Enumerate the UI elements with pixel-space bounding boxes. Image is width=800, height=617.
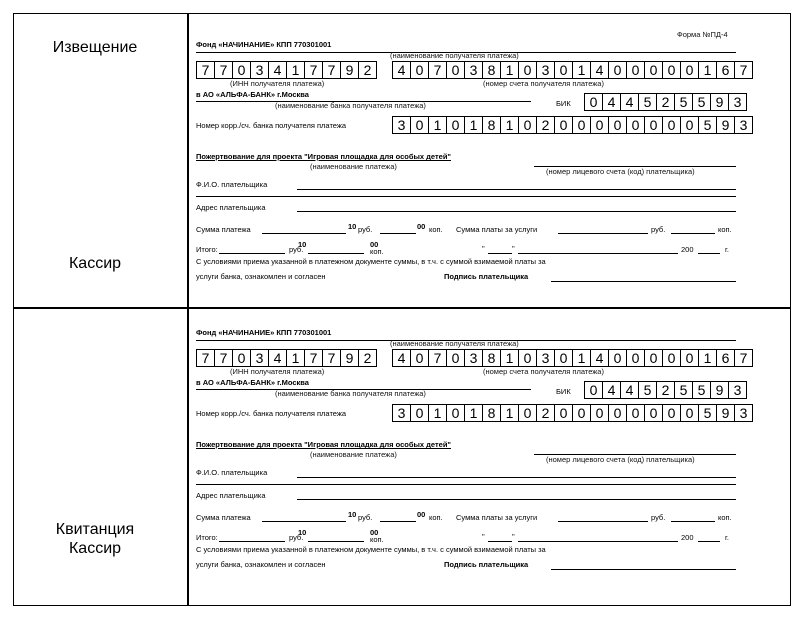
digit-cell: 0: [518, 116, 537, 134]
digit-cell: 0: [662, 349, 681, 367]
notice-label: Извещение: [52, 39, 138, 56]
amount-label: Сумма платежа: [196, 225, 251, 234]
digit-cell: 1: [572, 61, 591, 79]
digit-cell: 9: [716, 404, 735, 422]
digit-cell: 0: [554, 349, 573, 367]
payment-purpose-caption: (наименование платежа): [310, 162, 397, 171]
payment-purpose-caption: (наименование платежа): [310, 450, 397, 459]
total-rub-unit: руб.: [289, 245, 304, 254]
year-label: 200: [681, 533, 694, 542]
digit-cell: 3: [392, 116, 411, 134]
digit-cell: 0: [626, 349, 645, 367]
digit-cell: 1: [698, 349, 717, 367]
digit-cell: 0: [626, 116, 645, 134]
digit-cell: 2: [358, 349, 377, 367]
digit-cell: 8: [482, 404, 501, 422]
digit-cell: 0: [410, 116, 429, 134]
digit-cell: 1: [500, 349, 519, 367]
digit-cell: 7: [214, 61, 233, 79]
digit-cell: 4: [268, 349, 287, 367]
digit-cell: 0: [680, 349, 699, 367]
bik-cells: [584, 93, 747, 111]
digit-cell: 9: [716, 116, 735, 134]
digit-cell: 3: [728, 381, 747, 399]
digit-cell: 0: [626, 404, 645, 422]
service-rub-unit: руб.: [651, 225, 666, 234]
inn-cells: [196, 349, 377, 367]
digit-cell: 8: [482, 61, 501, 79]
digit-cell: 0: [572, 404, 591, 422]
amount-rub-unit: руб.: [358, 513, 373, 522]
digit-cell: 1: [286, 61, 305, 79]
digit-cell: 0: [446, 116, 465, 134]
digit-cell: 4: [620, 381, 639, 399]
digit-cell: 0: [608, 349, 627, 367]
account-cells: [392, 349, 753, 367]
total-label: Итого:: [196, 533, 218, 542]
digit-cell: 0: [608, 116, 627, 134]
amount-kop: 00: [417, 510, 426, 519]
corr-label: Номер корр./сч. банка получателя платежа: [196, 409, 347, 418]
digit-cell: 0: [608, 61, 627, 79]
account-caption: (номер счета получателя платежа): [483, 367, 604, 376]
digit-cell: 1: [464, 116, 483, 134]
payer-account-caption: (номер лицевого счета (код) плательщика): [546, 455, 695, 464]
digit-cell: 0: [232, 349, 251, 367]
digit-cell: 5: [698, 404, 717, 422]
digit-cell: 2: [656, 381, 675, 399]
bank-name: в АО «АЛЬФА-БАНК» г.Москва: [196, 378, 309, 387]
digit-cell: 0: [446, 349, 465, 367]
digit-cell: 4: [392, 61, 411, 79]
inn-caption: (ИНН получателя платежа): [230, 367, 325, 376]
digit-cell: 0: [410, 349, 429, 367]
digit-cell: 2: [656, 93, 675, 111]
terms-line-2: услуги банка, ознакомлен и согласен: [196, 560, 326, 569]
horizontal-divider: [13, 307, 790, 309]
digit-cell: 4: [392, 349, 411, 367]
digit-cell: 0: [554, 404, 573, 422]
total-kop: 00: [370, 528, 379, 537]
amount-kop-unit: коп.: [429, 513, 443, 522]
payer-account-caption: (номер лицевого счета (код) плательщика): [546, 167, 695, 176]
service-kop-unit: коп.: [718, 225, 732, 234]
digit-cell: 0: [644, 404, 663, 422]
signature-label: Подпись плательщика: [444, 272, 529, 281]
digit-cell: 5: [638, 381, 657, 399]
digit-cell: 7: [304, 61, 323, 79]
digit-cell: 1: [500, 116, 519, 134]
service-kop-unit: коп.: [718, 513, 732, 522]
digit-cell: 4: [590, 349, 609, 367]
digit-cell: 4: [590, 61, 609, 79]
digit-cell: 5: [692, 93, 711, 111]
inn-caption: (ИНН получателя платежа): [230, 79, 325, 88]
bik-cells: [584, 381, 747, 399]
payer-name-label: Ф.И.О. плательщика: [196, 180, 268, 189]
digit-cell: 0: [608, 404, 627, 422]
digit-cell: 1: [428, 116, 447, 134]
corr-label: Номер корр./сч. банка получателя платежа: [196, 121, 347, 130]
digit-cell: 4: [620, 93, 639, 111]
total-rub: 10: [298, 528, 307, 537]
total-label: Итого:: [196, 245, 218, 254]
digit-cell: 7: [428, 61, 447, 79]
digit-cell: 7: [196, 349, 215, 367]
digit-cell: 1: [500, 404, 519, 422]
digit-cell: 7: [734, 349, 753, 367]
digit-cell: 0: [680, 61, 699, 79]
digit-cell: 0: [584, 381, 603, 399]
digit-cell: 3: [250, 61, 269, 79]
digit-cell: 4: [602, 381, 621, 399]
digit-cell: 8: [482, 116, 501, 134]
digit-cell: 0: [572, 116, 591, 134]
year-suffix: г.: [725, 533, 729, 542]
amount-label: Сумма платежа: [196, 513, 251, 522]
digit-cell: 7: [214, 349, 233, 367]
digit-cell: 9: [710, 93, 729, 111]
digit-cell: 7: [304, 349, 323, 367]
digit-cell: 7: [428, 349, 447, 367]
digit-cell: 3: [728, 93, 747, 111]
digit-cell: 1: [428, 404, 447, 422]
digit-cell: 5: [674, 381, 693, 399]
amount-rub: 10: [348, 510, 357, 519]
digit-cell: 4: [602, 93, 621, 111]
digit-cell: 3: [536, 349, 555, 367]
digit-cell: 7: [322, 61, 341, 79]
form-number: Форма №ПД-4: [677, 30, 728, 39]
amount-kop-unit: коп.: [429, 225, 443, 234]
digit-cell: 9: [710, 381, 729, 399]
receipt-cashier-label: Квитанция Кассир: [55, 521, 135, 557]
digit-cell: 0: [518, 349, 537, 367]
digit-cell: 2: [536, 116, 555, 134]
total-rub-unit: руб.: [289, 533, 304, 542]
digit-cell: 0: [446, 61, 465, 79]
amount-rub: 10: [348, 222, 357, 231]
digit-cell: 1: [698, 61, 717, 79]
payer-address-label: Адрес плательщика: [196, 203, 266, 212]
digit-cell: 0: [232, 61, 251, 79]
total-kop-unit: коп.: [370, 535, 384, 544]
digit-cell: 0: [644, 349, 663, 367]
digit-cell: 0: [644, 116, 663, 134]
digit-cell: 6: [716, 349, 735, 367]
digit-cell: 0: [590, 116, 609, 134]
digit-cell: 9: [340, 61, 359, 79]
corr-cells: [392, 404, 753, 422]
total-kop: 00: [370, 240, 379, 249]
digit-cell: 5: [638, 93, 657, 111]
year-suffix: г.: [725, 245, 729, 254]
total-rub: 10: [298, 240, 307, 249]
digit-cell: 1: [286, 349, 305, 367]
digit-cell: 0: [554, 61, 573, 79]
terms-line-1: С условиями приема указанной в платежном документе суммы, в т.ч. с суммой взимаемой платы за: [196, 257, 546, 266]
digit-cell: 3: [250, 349, 269, 367]
date-quote-open: ": [482, 244, 485, 253]
payer-name-label: Ф.И.О. плательщика: [196, 468, 268, 477]
digit-cell: 3: [392, 404, 411, 422]
date-quote-open: ": [482, 532, 485, 541]
digit-cell: 3: [734, 116, 753, 134]
digit-cell: 4: [268, 61, 287, 79]
digit-cell: 1: [500, 61, 519, 79]
bank-caption: (наименование банка получателя платежа): [275, 389, 426, 398]
digit-cell: 3: [734, 404, 753, 422]
digit-cell: 0: [590, 404, 609, 422]
total-kop-unit: коп.: [370, 247, 384, 256]
digit-cell: 3: [536, 61, 555, 79]
payer-address-label: Адрес плательщика: [196, 491, 266, 500]
corr-cells: [392, 116, 753, 134]
digit-cell: 0: [644, 61, 663, 79]
payment-purpose: Пожертвование для проекта "Игровая площадка для особых детей": [196, 152, 451, 161]
digit-cell: 0: [518, 404, 537, 422]
digit-cell: 0: [518, 61, 537, 79]
digit-cell: 7: [734, 61, 753, 79]
digit-cell: 0: [410, 61, 429, 79]
digit-cell: 3: [464, 61, 483, 79]
bank-caption: (наименование банка получателя платежа): [275, 101, 426, 110]
digit-cell: 0: [584, 93, 603, 111]
service-label: Сумма платы за услуги: [456, 225, 538, 234]
service-label: Сумма платы за услуги: [456, 513, 538, 522]
recipient-name: Фонд «НАЧИНАНИЕ» КПП 770301001: [196, 40, 332, 49]
date-quote-close: ": [512, 532, 515, 541]
recipient-name-caption: (наименование получателя платежа): [390, 339, 519, 348]
digit-cell: 0: [680, 116, 699, 134]
digit-cell: 5: [692, 381, 711, 399]
digit-cell: 1: [464, 404, 483, 422]
digit-cell: 0: [554, 116, 573, 134]
digit-cell: 2: [536, 404, 555, 422]
digit-cell: 7: [322, 349, 341, 367]
digit-cell: 6: [716, 61, 735, 79]
year-label: 200: [681, 245, 694, 254]
bik-label: БИК: [556, 99, 571, 108]
digit-cell: 1: [572, 349, 591, 367]
digit-cell: 0: [446, 404, 465, 422]
payment-purpose: Пожертвование для проекта "Игровая площадка для особых детей": [196, 440, 451, 449]
inn-cells: [196, 61, 377, 79]
terms-line-2: услуги банка, ознакомлен и согласен: [196, 272, 326, 281]
digit-cell: 0: [662, 61, 681, 79]
digit-cell: 5: [674, 93, 693, 111]
account-caption: (номер счета получателя платежа): [483, 79, 604, 88]
digit-cell: 0: [662, 404, 681, 422]
date-quote-close: ": [512, 244, 515, 253]
amount-kop: 00: [417, 222, 426, 231]
digit-cell: 0: [680, 404, 699, 422]
digit-cell: 2: [358, 61, 377, 79]
cashier-label: Кассир: [68, 255, 122, 272]
vertical-divider: [187, 13, 189, 605]
bank-name: в АО «АЛЬФА-БАНК» г.Москва: [196, 90, 309, 99]
digit-cell: 5: [698, 116, 717, 134]
recipient-name-caption: (наименование получателя платежа): [390, 51, 519, 60]
signature-label: Подпись плательщика: [444, 560, 529, 569]
recipient-name: Фонд «НАЧИНАНИЕ» КПП 770301001: [196, 328, 332, 337]
digit-cell: 9: [340, 349, 359, 367]
terms-line-1: С условиями приема указанной в платежном документе суммы, в т.ч. с суммой взимаемой платы за: [196, 545, 546, 554]
digit-cell: 3: [464, 349, 483, 367]
service-rub-unit: руб.: [651, 513, 666, 522]
bik-label: БИК: [556, 387, 571, 396]
digit-cell: 7: [196, 61, 215, 79]
digit-cell: 0: [662, 116, 681, 134]
amount-rub-unit: руб.: [358, 225, 373, 234]
digit-cell: 0: [410, 404, 429, 422]
account-cells: [392, 61, 753, 79]
digit-cell: 8: [482, 349, 501, 367]
digit-cell: 0: [626, 61, 645, 79]
